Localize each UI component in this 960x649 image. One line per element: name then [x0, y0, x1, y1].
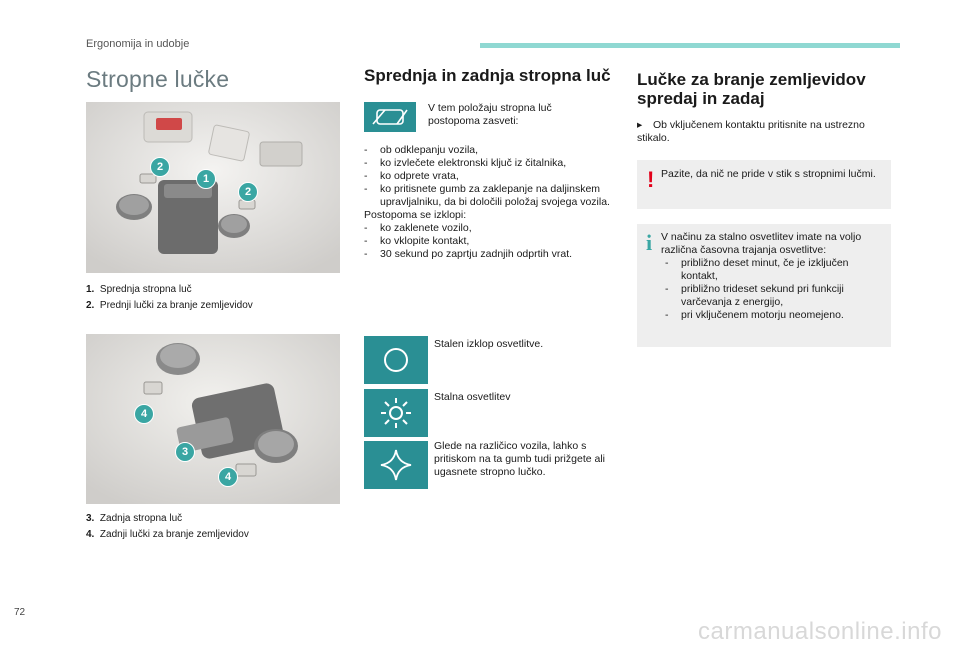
- mode-on-icon-box: [364, 389, 428, 437]
- badge-number-3: 3: [175, 442, 195, 462]
- mode-toggle-text: Glede na različico vozila, lahko s pritiskom na ta gumb tudi prižgete ali ugasnete stropno lučko.: [434, 440, 605, 478]
- on-conditions: [364, 144, 614, 261]
- section-header: Ergonomija in udobje: [86, 38, 190, 50]
- rear-console-photo: [86, 334, 340, 504]
- header-accent-bar: [480, 43, 900, 48]
- warning-text: Pazite, da nič ne pride v stik s stropnimi lučmi.: [661, 168, 876, 180]
- list-item: - ko vklopite kontakt,: [364, 235, 614, 248]
- mode-off-text: Stalen izklop osvetlitve.: [434, 338, 544, 350]
- page-title: Stropne lučke: [86, 66, 230, 92]
- right-instruction: ▸ Ob vključenem kontaktu pritisnite na ustrezno stikalo.: [637, 119, 865, 144]
- list-item: - približno trideset sekund pri funkciji varčevanja z energijo,: [665, 283, 885, 309]
- list-item: - 30 sekund po zaprtju zadnjih odprtih vrat.: [364, 248, 614, 261]
- badge-number-1: 1: [196, 169, 216, 189]
- door-mode-icon-box: [364, 102, 416, 132]
- page-number: 72: [14, 607, 26, 618]
- info-icon: i: [646, 230, 653, 255]
- caption-item: 1. Sprednja stropna luč: [86, 284, 192, 295]
- mode-on-text: Stalna osvetlitev: [434, 391, 511, 403]
- caption-item: 4. Zadnji lučki za branje zemljevidov: [86, 529, 249, 540]
- right-heading: Lučke za branje zemljevidov spredaj in zadaj: [637, 70, 866, 108]
- caption-item: 2. Prednji lučki za branje zemljevidov: [86, 300, 253, 311]
- info-intro: V načinu za stalno osvetlitev imate na voljo različna časovna trajanja osvetlitve:: [661, 231, 862, 256]
- badge-number-2-right: 2: [238, 182, 258, 202]
- arrow-bullet-icon: ▸: [637, 119, 643, 131]
- list-item: - ko zaklenete vozilo,: [364, 222, 614, 235]
- caption-item: 3. Zadnja stropna luč: [86, 513, 183, 524]
- rear-captions: [86, 511, 346, 543]
- list-item: - ob odklepanju vozila,: [364, 144, 614, 157]
- middle-heading: Sprednja in zadnja stropna luč: [364, 66, 611, 85]
- door-courtesy-icon: [364, 102, 416, 132]
- badge-number-4-top: 4: [134, 404, 154, 424]
- list-item: - približno deset minut, če je izključen kontakt,: [665, 257, 885, 283]
- list-item: - ko izvlečete elektronski ključ iz čitalnika,: [364, 157, 614, 170]
- rear-console-illustration: [86, 334, 340, 504]
- list-item: - pri vključenem motorju neomejeno.: [665, 309, 885, 322]
- list-item: - ko odprete vrata,: [364, 170, 614, 183]
- watermark: carmanualsonline.info: [698, 618, 942, 645]
- front-console-photo: [86, 102, 340, 273]
- info-note: [637, 224, 891, 347]
- front-captions: [86, 282, 346, 314]
- warning-note: [637, 160, 891, 209]
- off-heading: Postopoma se izklopi:: [364, 209, 467, 221]
- front-console-illustration: [86, 102, 340, 273]
- sun-on-icon: [364, 389, 428, 437]
- badge-number-2-left: 2: [150, 157, 170, 177]
- list-item: - ko pritisnete gumb za zaklepanje na daljinskem upravljalniku, da bi določili položaj svojega vozila.: [364, 183, 614, 209]
- mode-off-icon-box: [364, 336, 428, 384]
- circle-off-icon: [364, 336, 428, 384]
- warning-icon: !: [647, 167, 655, 192]
- info-text: [661, 231, 885, 322]
- door-mode-intro: V tem položaju stropna luč postopoma zasveti:: [428, 102, 552, 127]
- star-toggle-icon: [364, 441, 428, 489]
- badge-number-4-bottom: 4: [218, 467, 238, 487]
- mode-toggle-icon-box: [364, 441, 428, 489]
